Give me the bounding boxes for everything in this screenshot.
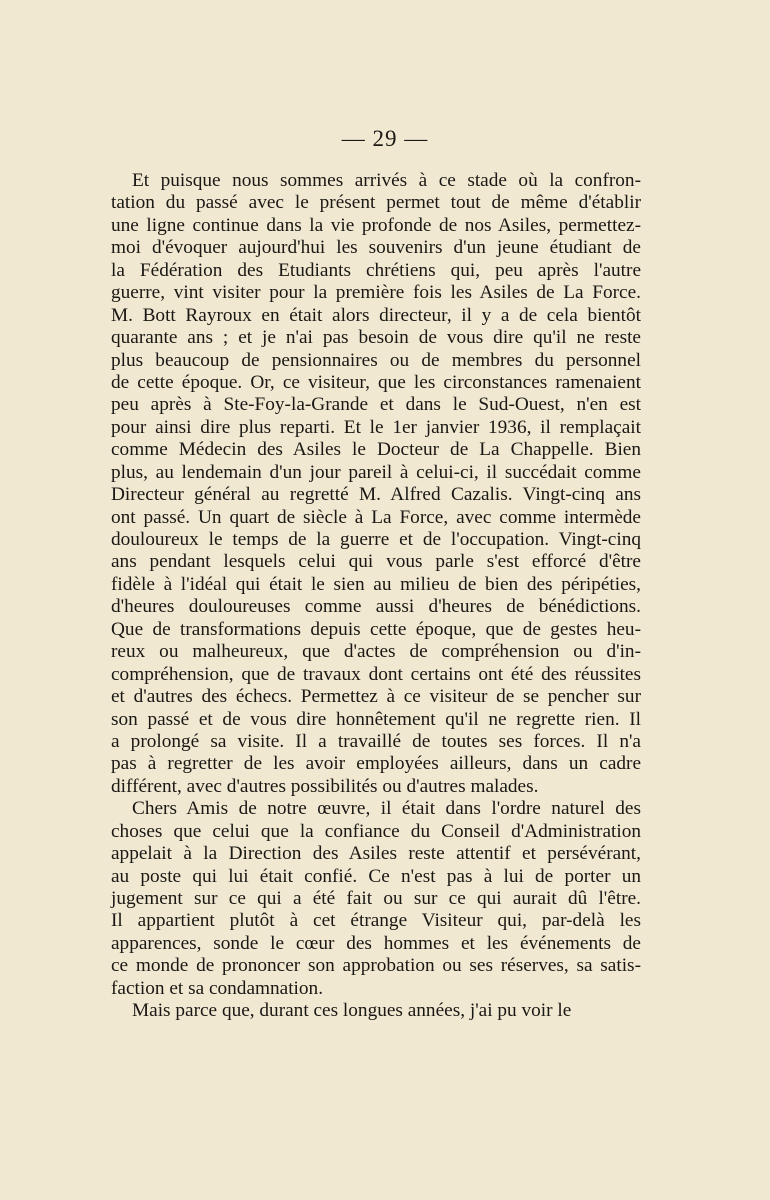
- text-line: jugement sur ce qui a été fait ou sur ce qui aurait dû l'être.: [111, 888, 641, 909]
- text-line: choses que celui que la confiance du Conseil d'Administration: [111, 820, 641, 842]
- text-line: plus, au lendemain d'un jour pareil à celui-ci, il succédait comme: [111, 461, 641, 483]
- text-line: appelait à la Direction des Asiles reste attentif et persévérant,: [111, 843, 641, 865]
- text-line: et d'autres des échecs. Permettez à ce visiteur de se pencher sur: [111, 686, 641, 708]
- text-line: douloureux le temps de la guerre et de l'occupation. Vingt-cinq: [111, 529, 641, 550]
- paragraph: [111, 798, 641, 1000]
- text-line: pour ainsi dire plus reparti. Et le 1er janvier 1936, il remplaçait: [111, 416, 641, 438]
- page-number: — 29 —: [341, 126, 429, 151]
- text-line: Mais parce que, durant ces longues années, j'ai pu voir le: [132, 1000, 572, 1022]
- body-text: [111, 170, 641, 1023]
- text-line: différent, avec d'autres possibilités ou d'autres malades.: [111, 775, 539, 797]
- text-line: a prolongé sa visite. Il a travaillé de toutes ses forces. Il n'a: [111, 730, 641, 752]
- text-line: de cette époque. Or, ce visiteur, que les circonstances ramenaient: [111, 371, 641, 393]
- text-line: ont passé. Un quart de siècle à La Force, avec comme intermède: [111, 506, 641, 528]
- text-line: tation du passé avec le présent permet tout de même d'établir: [111, 192, 641, 214]
- text-line: guerre, vint visiter pour la première fois les Asiles de La Force.: [111, 282, 641, 304]
- text-line: compréhension, que de travaux dont certains ont été des réussites: [111, 663, 641, 685]
- text-line: au poste qui lui était confié. Ce n'est pas à lui de porter un: [111, 865, 641, 887]
- text-line: une ligne continue dans la vie profonde de nos Asiles, permettez-: [111, 214, 641, 236]
- text-line: Et puisque nous sommes arrivés à ce stade où la confron-: [132, 170, 641, 191]
- text-line: M. Bott Rayroux en était alors directeur, il y a de cela bientôt: [111, 304, 641, 326]
- text-line: peu après à Ste-Foy-la-Grande et dans le Sud-Ouest, n'en est: [111, 394, 641, 416]
- text-line: Directeur général au regretté M. Alfred Cazalis. Vingt-cinq ans: [111, 484, 641, 506]
- text-line: d'heures douloureuses comme aussi d'heures de bénédictions.: [111, 596, 641, 618]
- paragraph: [111, 170, 641, 798]
- text-line: apparences, sonde le cœur des hommes et les événements de: [111, 932, 641, 954]
- text-line: Il appartient plutôt à cet étrange Visiteur qui, par-delà les: [111, 910, 641, 932]
- text-line: Que de transformations depuis cette époque, que de gestes heu-: [111, 618, 641, 640]
- text-line: Chers Amis de notre œuvre, il était dans l'ordre naturel des: [132, 798, 641, 820]
- text-line: faction et sa condamnation.: [111, 977, 324, 999]
- text-line: son passé et de vous dire honnêtement qu'il ne regrette rien. Il: [111, 708, 641, 730]
- text-line: plus beaucoup de pensionnaires ou de membres du personnel: [111, 349, 641, 371]
- text-line: reux ou malheureux, que d'actes de compréhension ou d'in-: [111, 641, 641, 663]
- text-line: ans pendant lesquels celui qui vous parle s'est efforcé d'être: [111, 551, 641, 573]
- text-line: la Fédération des Etudiants chrétiens qui, peu après l'autre: [111, 259, 641, 281]
- text-line: ce monde de prononcer son approbation ou ses réserves, sa satis-: [111, 955, 641, 977]
- text-line: moi d'évoquer aujourd'hui les souvenirs d'un jeune étudiant de: [111, 237, 641, 259]
- text-line: pas à regretter de les avoir employées ailleurs, dans un cadre: [111, 753, 641, 775]
- paragraph: [111, 1000, 641, 1022]
- text-line: comme Médecin des Asiles le Docteur de La Chappelle. Bien: [111, 439, 641, 461]
- text-line: fidèle à l'idéal qui était le sien au milieu de bien des péripéties,: [111, 573, 641, 595]
- text-line: quarante ans ; et je n'ai pas besoin de vous dire qu'il ne reste: [111, 327, 641, 349]
